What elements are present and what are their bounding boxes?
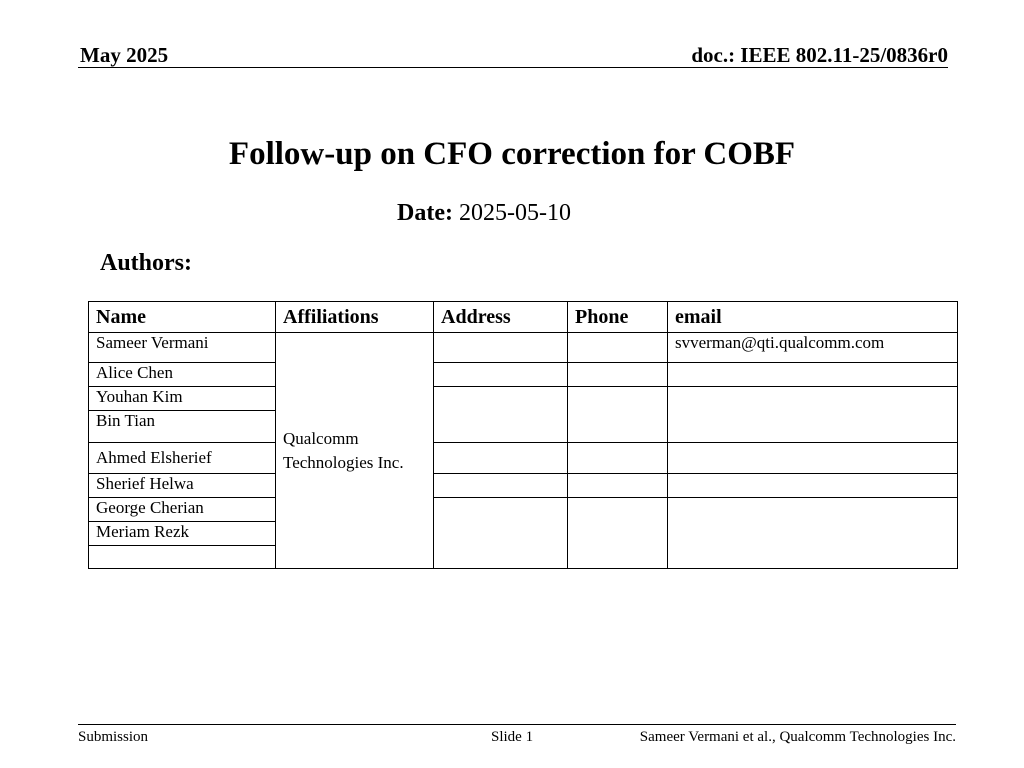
author-address (434, 443, 568, 474)
author-phone (568, 443, 668, 474)
author-name: Ahmed Elsherief (89, 443, 276, 474)
table-row (89, 387, 958, 411)
column-header-phone: Phone (568, 302, 668, 333)
author-address (434, 387, 568, 443)
table-row (89, 363, 958, 387)
author-name: George Cherian (89, 498, 276, 522)
author-name: Sameer Vermani (89, 333, 276, 363)
slide-title: Follow-up on CFO correction for COBF (228, 136, 796, 172)
column-header-address: Address (434, 302, 568, 333)
date-value: 2025-05-10 (458, 200, 571, 226)
author-name: Sherief Helwa (89, 474, 276, 498)
author-address (434, 474, 568, 498)
author-phone (568, 333, 668, 363)
author-email (668, 363, 958, 387)
author-phone (568, 498, 668, 569)
author-email (668, 443, 958, 474)
author-address (434, 333, 568, 363)
footer-slide-number: Slide 1 (491, 729, 534, 745)
header-doc-id: doc.: IEEE 802.11-25/0836r0 (691, 43, 948, 67)
date-label: Date: (397, 200, 453, 226)
column-header-name: Name (89, 302, 276, 333)
author-email (668, 474, 958, 498)
column-header-email: email (668, 302, 958, 333)
author-address (434, 498, 568, 569)
author-email (668, 498, 958, 569)
author-affiliation: Qualcomm Technologies Inc. (276, 333, 434, 569)
table-row (89, 333, 958, 363)
author-phone (568, 363, 668, 387)
table-header-row (89, 302, 958, 333)
table-row (89, 443, 958, 474)
author-name: Youhan Kim (89, 387, 276, 411)
footer-authors: Sameer Vermani et al., Qualcomm Technologies Inc. (639, 729, 956, 745)
footer-submission: Submission (78, 729, 149, 745)
authors-heading: Authors: (100, 250, 193, 276)
date-line (397, 198, 571, 228)
author-name: Meriam Rezk (89, 522, 276, 546)
column-header-affiliations: Affiliations (276, 302, 434, 333)
footer-divider (78, 724, 956, 725)
table-row (89, 474, 958, 498)
author-name: Alice Chen (89, 363, 276, 387)
header-divider (78, 67, 948, 68)
author-phone (568, 387, 668, 443)
table-row (89, 498, 958, 522)
authors-table (88, 301, 958, 569)
author-email (668, 387, 958, 443)
author-name (89, 546, 276, 569)
author-address (434, 363, 568, 387)
author-name: Bin Tian (89, 411, 276, 443)
author-email: svverman@qti.qualcomm.com (668, 333, 958, 363)
header-date: May 2025 (80, 43, 169, 67)
author-phone (568, 474, 668, 498)
